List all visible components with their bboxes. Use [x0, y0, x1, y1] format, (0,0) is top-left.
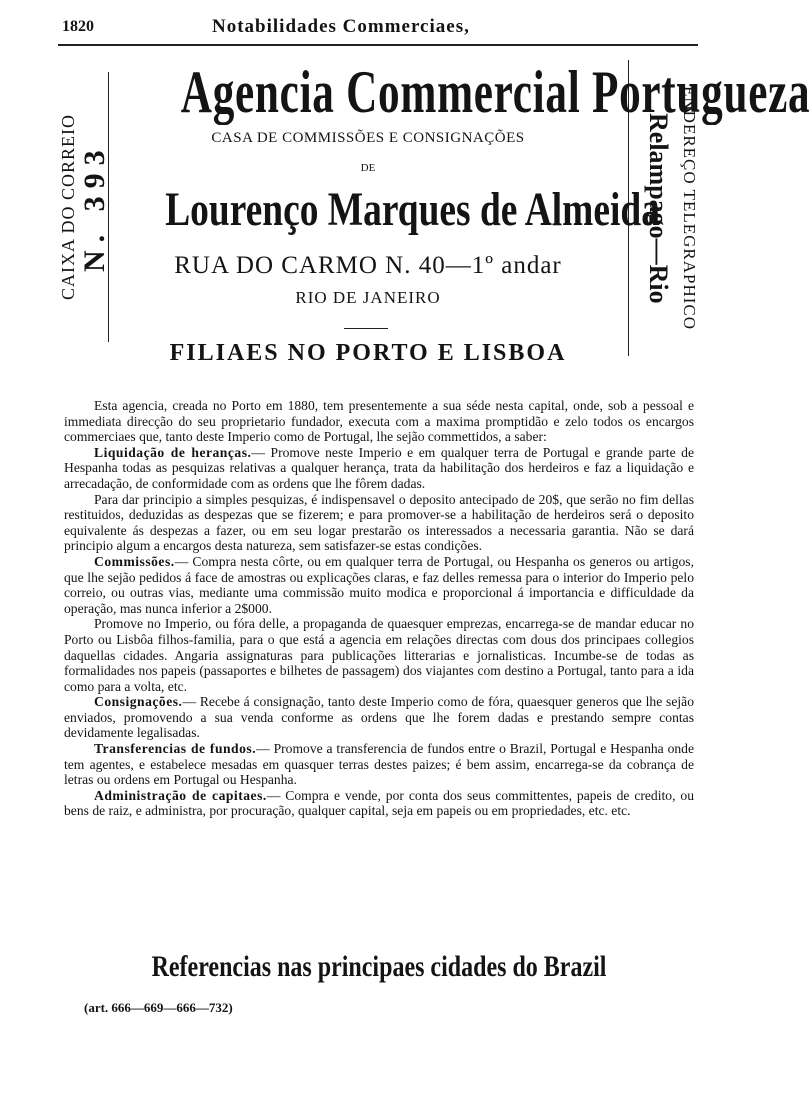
commissoes-paragraph: [64, 554, 694, 616]
post-box-number: N. 393: [78, 142, 111, 272]
city: RIO DE JANEIRO: [295, 288, 441, 307]
header-rule: [58, 44, 698, 46]
commissoes-paragraph-2: Promove no Imperio, ou fóra delle, a propaganda de quaesquer emprezas, encarrega-se de mandar educar no Porto ou Lisbôa filhos-familia, para o que está a agencia em relações directas com dous dos principaes collegios daquellas cidades. Angaria assignaturas para publicações litterarias e jornalisticas. Incumbe-se de todas as formalidades nos papeis (passaportes e bilhetes de passagem) dos viajantes com destino a Portugal, tanto para a ida como para a volta, etc.: [64, 616, 694, 694]
page-year: 1820: [62, 18, 94, 35]
heranca-paragraph: [64, 445, 694, 492]
casa-line: CASA DE COMMISSÕES E CONSIGNAÇÕES: [211, 130, 525, 146]
branches-heading: FILIAES NO PORTO E LISBOA: [169, 340, 567, 366]
de-line: DE: [360, 162, 376, 174]
street-address: RUA DO CARMO N. 40—1º andar: [174, 252, 562, 279]
proprietor-name: Lourenço Marques de Almeida: [165, 183, 660, 236]
transferencias-paragraph: [64, 741, 694, 788]
heranca-paragraph-2: Para dar principio a simples pesquizas, é indispensavel o deposito antecipado de 20$, que serão no fim dellas restituidos, deduzidas as despezas que se fizerem; e para promover-se a habilitação de herdeiros será o deposito equivalente ás despezas a fazer, ou em seu logar prestarão os interessados a necessaria garantia. Não se dará principio algum a encargos desta natureza, sem satisfazer-se estas condições.: [64, 491, 694, 554]
commissoes-text: — Compra nesta côrte, ou em qualquer terra de Portugal, ou Hespanha os generos ou artigos, que lhe sejão pedidos á face de amostras ou explicações claras, e faz delles remessa para o interior do Imperio pelo correio, ou outras vias, mediante uma commissão muito modica e proporcional á importancia e difficuldade da operação, mas nunca inferior a 2$000.: [64, 553, 694, 616]
post-box-caption: CAIXA DO CORREIO: [58, 114, 78, 301]
agency-name: Agencia Commercial Portugueza: [180, 59, 810, 125]
references-heading: Referencias nas principaes cidades do Brazil: [151, 950, 607, 983]
short-divider: [344, 328, 388, 329]
post-box-panel: [50, 72, 109, 342]
heranca-title: Liquidação de heranças.: [94, 444, 252, 460]
administracao-title: Administração de capitaes.: [94, 787, 267, 803]
telegraph-label: ENDEREÇO TELEGRAPHICO: [680, 85, 699, 331]
consignacoes-title: Consignações.: [94, 694, 183, 710]
transferencias-title: Transferencias de fundos.: [94, 741, 257, 757]
commissoes-title: Commissões.: [94, 553, 175, 569]
administracao-paragraph: [64, 788, 694, 819]
body-text: [64, 398, 694, 819]
transferencias-text: — Promove a transferencia de fundos entre o Brazil, Portugal e Hespanha onde tem agentes, e estabelece mesadas em quasquer terras destes paizes; é bem assim, encarrega-se da cobrança de letras ou ordens em Portugal ou Hespanha.: [64, 741, 694, 788]
reference-code: (art. 666—669—666—732): [84, 1000, 233, 1015]
heranca-text: — Promove neste Imperio e em qualquer terra de Portugal e grande parte de Hespanha todas as pesquizas relativas a qualquer herança, trata da habilitação dos herdeiros e faz a liquidação e arrecadação, de conformidade com as ordens que lhe fôrem dadas.: [64, 444, 694, 491]
telegraph-address: Relampago—Rio: [644, 112, 673, 304]
intro-paragraph: Esta agencia, creada no Porto em 1880, tem presentemente a sua séde nesta capital, onde, sob a pessoal e immediata direcção do seu proprietario fundador, executa com a maxima promptidão e zelo todos os encargos commerciaes que, tanto deste Imperio como de Portugal, lhe sejão commettidos, a saber:: [64, 398, 694, 445]
running-header-title: Notabilidades Commerciaes,: [212, 16, 470, 37]
consignacoes-paragraph: [64, 694, 694, 741]
administracao-text: — Compra e vende, por conta dos seus committentes, papeis de credito, ou bens de raiz, e administra, por procuração, qualquer capital, seja em papeis ou em propriedades, etc. etc.: [64, 787, 694, 819]
consignacoes-text: — Recebe á consignação, tanto deste Imperio como de fóra, quaesquer generos que lhe sejão enviados, promovendo a sua venda conforme as ordens que lhe forem dadas e prestando sempre contas devidamente legalisadas.: [64, 694, 694, 741]
running-header: [62, 16, 692, 42]
